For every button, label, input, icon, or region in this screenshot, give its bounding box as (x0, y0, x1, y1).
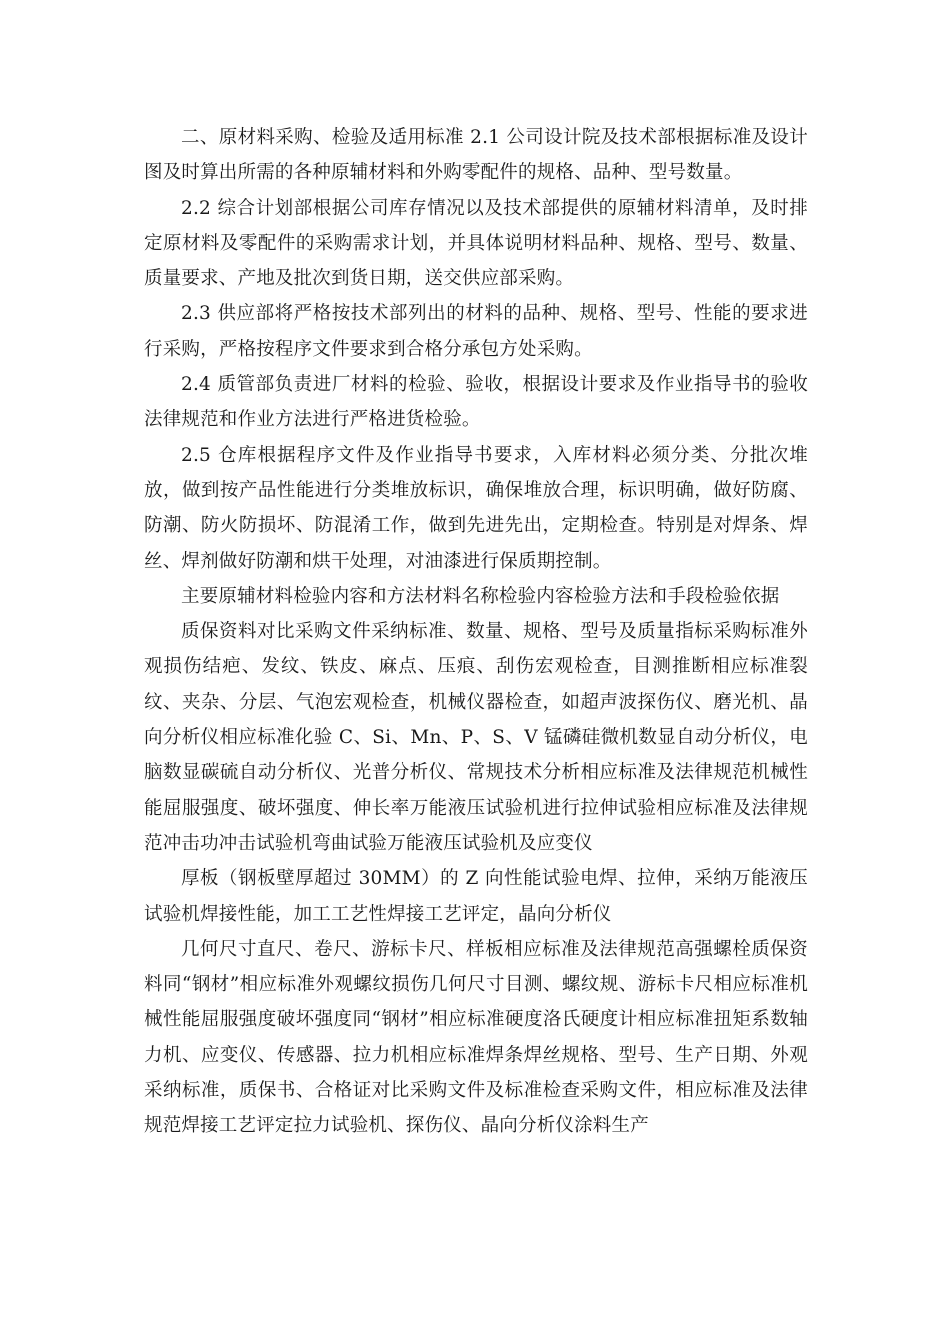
document-body (144, 120, 808, 1144)
paragraph-thick-plate: 厚板（钢板壁厚超过 30MM）的 Z 向性能试验电焊、拉伸，采纳万能液压试验机焊接性能，加工工艺性焊接工艺评定，晶向分析仪 (144, 868, 808, 925)
paragraph-materials-intro: 二、原材料采购、检验及适用标准 2.1 公司设计院及技术部根据标准及设计图及时算出所需的各种原辅材料和外购零配件的规格、品种、型号数量。 (144, 127, 808, 184)
paragraph-supply: 2.3 供应部将严格按技术部列出的材料的品种、规格、型号、性能的要求进行采购，严格按程序文件要求到合格分承包方处采购。 (144, 303, 808, 360)
paragraph-quality-inspection: 2.4 质管部负责进厂材料的检验、验收，根据设计要求及作业指导书的验收法律规范和作业方法进行严格进货检验。 (144, 374, 808, 431)
paragraph-planning: 2.2 综合计划部根据公司库存情况以及技术部提供的原辅材料清单，及时排定原材料及零配件的采购需求计划，并具体说明材料品种、规格、型号、数量、质量要求、产地及批次到货日期，送交供应部采购。 (144, 197, 808, 290)
paragraph-bolts-welding: 几何尺寸直尺、卷尺、游标卡尺、样板相应标准及法律规范高强螺栓质保资料同“钢材”相应标准外观螺纹损伤几何尺寸目测、螺纹规、游标卡尺相应标准机械性能屈服强度破坏强度同“钢材”相应标准硬度洛氏硬度计相应标准扭矩系数轴力机、应变仪、传感器、拉力机相应标准焊条焊丝规格、型号、生产日期、外观采纳标准，质保书、合格证对比采购文件及标准检查采购文件，相应标准及法律规范焊接工艺评定拉力试验机、探伤仪、晶向分析仪涂料生产 (144, 938, 808, 1137)
paragraph-steel-inspection: 质保资料对比采购文件采纳标准、数量、规格、型号及质量指标采购标准外观损伤结疤、发纹、铁皮、麻点、压痕、刮伤宏观检查，目测推断相应标准裂纹、夹杂、分层、气泡宏观检查，机械仪器检查，如超声波探伤仪、磨光机、晶向分析仪相应标准化验 C、Si、Mn、P、S、V 锰磷硅微机数显自动分析仪，电脑数显碳硫自动分析仪、光普分析仪、常规技术分析相应标准及法律规范机械性能屈服强度、破坏强度、伸长率万能液压试验机进行拉伸试验相应标准及法律规范冲击功冲击试验机弯曲试验万能液压试验机及应变仪 (144, 621, 808, 854)
paragraph-inspection-table-header: 主要原辅材料检验内容和方法材料名称检验内容检验方法和手段检验依据 (181, 585, 780, 607)
paragraph-warehouse: 2.5 仓库根据程序文件及作业指导书要求，入库材料必须分类、分批次堆放，做到按产品性能进行分类堆放标识，确保堆放合理，标识明确，做好防腐、防潮、防火防损坏、防混淆工作，做到先进先出，定期检查。特别是对焊条、焊丝、焊剂做好防潮和烘干处理，对油漆进行保质期控制。 (144, 444, 808, 572)
